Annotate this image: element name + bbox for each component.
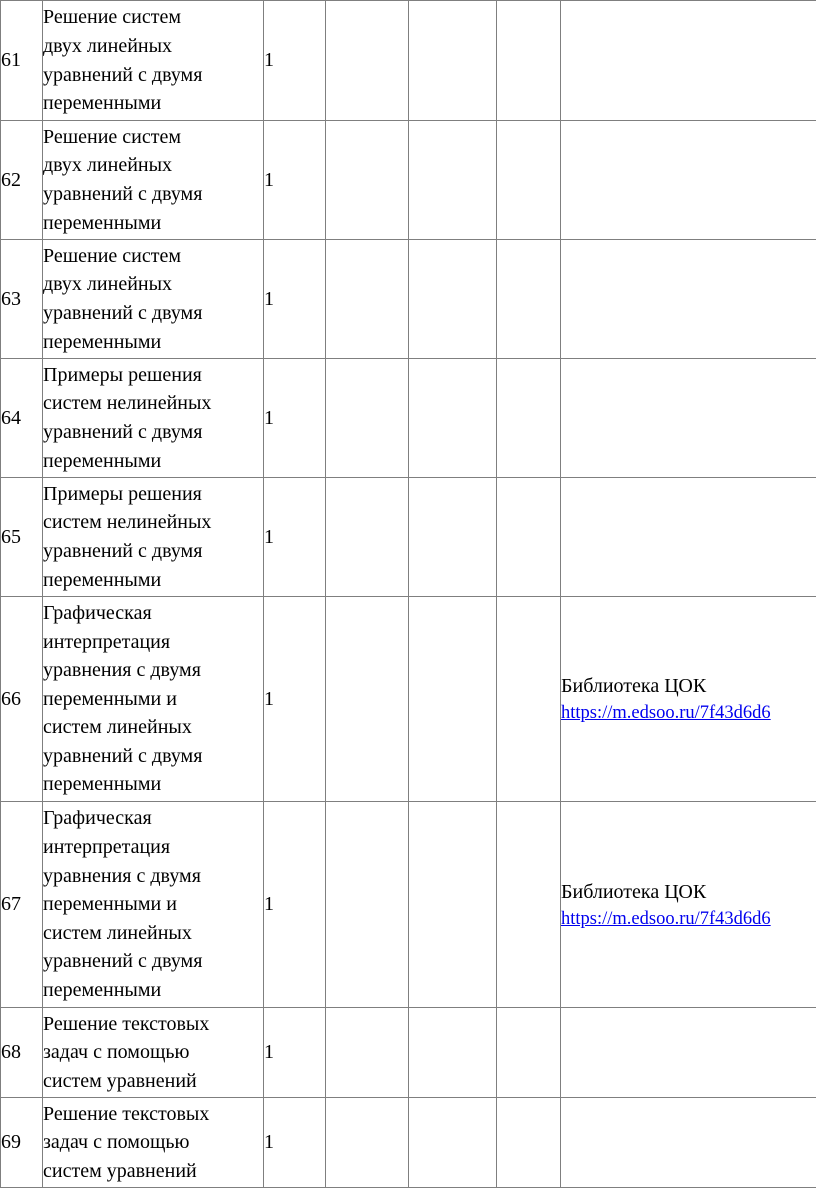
practical-work-cell xyxy=(409,597,497,802)
resource-link[interactable]: https://m.edsoo.ru/7f43d6d6 xyxy=(561,908,771,929)
control-work-cell xyxy=(326,802,409,1008)
digital-resource-cell xyxy=(561,597,816,802)
control-work-cell xyxy=(326,1098,409,1188)
lesson-topic-line: Решение систем xyxy=(43,6,182,29)
lesson-topic-line: Решение текстовых xyxy=(43,1012,210,1035)
lesson-topic-line: уравнений с двумя xyxy=(43,421,203,443)
practical-work-cell xyxy=(409,121,497,240)
digital-resource-cell xyxy=(561,359,816,478)
lesson-topic-line: двух линейных xyxy=(43,273,173,296)
lesson-topic-line: задач с помощью xyxy=(43,1131,190,1154)
control-work-cell xyxy=(326,597,409,802)
lesson-topic-cell xyxy=(43,359,264,478)
lesson-topic-cell xyxy=(43,1,264,121)
lesson-topic-line: уравнений с двумя xyxy=(43,63,203,86)
control-work-cell xyxy=(326,240,409,359)
resource-library-label: Библиотека ЦОК xyxy=(561,880,707,903)
lesson-topic-line: Решение текстовых xyxy=(43,1102,210,1125)
digital-resource-cell xyxy=(561,121,816,240)
study-date-cell xyxy=(497,1008,561,1098)
study-date-cell xyxy=(497,1,561,121)
control-work-cell xyxy=(326,1,409,121)
study-date-cell xyxy=(497,240,561,359)
digital-resource-cell xyxy=(561,240,816,359)
practical-work-cell xyxy=(409,240,497,359)
lesson-topic-line: переменными xyxy=(43,449,162,472)
lesson-topic-line: уравнений с двумя xyxy=(43,950,203,973)
lesson-topic-line: Решение систем xyxy=(43,125,182,148)
study-date-cell xyxy=(497,1098,561,1188)
lesson-topic-line: переменными xyxy=(43,92,162,115)
lesson-hours-cell: 1 xyxy=(264,121,326,240)
digital-resource-cell xyxy=(561,802,816,1008)
lesson-hours-cell: 1 xyxy=(264,1098,326,1188)
control-work-cell xyxy=(326,478,409,597)
lesson-number-cell: 67 xyxy=(1,802,43,1008)
digital-resource-cell xyxy=(561,1098,816,1188)
digital-resource-cell xyxy=(561,1,816,121)
lesson-topic-line: переменными xyxy=(43,330,162,353)
lesson-topic-line: уравнений с двумя xyxy=(43,744,203,767)
lesson-number-cell: 66 xyxy=(1,597,43,802)
lesson-topic-cell xyxy=(43,802,264,1008)
lesson-topic-cell xyxy=(43,240,264,359)
table-row xyxy=(1,1,816,121)
practical-work-cell xyxy=(409,478,497,597)
table-row xyxy=(1,802,816,1008)
table-row xyxy=(1,478,816,597)
digital-resource-cell xyxy=(561,1008,816,1098)
table-row xyxy=(1,359,816,478)
lesson-topic-line: уравнений с двумя xyxy=(43,540,203,562)
lesson-rows xyxy=(1,1,816,1188)
lesson-hours-cell: 1 xyxy=(264,802,326,1008)
resource-library-label: Библиотека ЦОК xyxy=(561,675,707,697)
practical-work-cell xyxy=(409,359,497,478)
control-work-cell xyxy=(326,1008,409,1098)
lesson-topic-line: переменными и xyxy=(43,687,177,710)
study-date-cell xyxy=(497,121,561,240)
lesson-topic-line: переменными xyxy=(43,773,162,796)
control-work-cell xyxy=(326,359,409,478)
lesson-topic-line: Графическая xyxy=(43,807,152,830)
study-date-cell xyxy=(497,478,561,597)
lesson-hours-cell: 1 xyxy=(264,597,326,802)
lesson-topic-cell xyxy=(43,597,264,802)
lesson-topic-line: систем уравнений xyxy=(43,1159,197,1182)
lesson-topic-line: интерпретация xyxy=(43,630,171,653)
practical-work-cell xyxy=(409,1098,497,1188)
study-date-cell xyxy=(497,597,561,802)
lesson-topic-line: Примеры решения xyxy=(43,363,202,386)
study-date-cell xyxy=(497,359,561,478)
lesson-topic-line: уравнения с двумя xyxy=(43,659,201,682)
lesson-topic-line: Решение систем xyxy=(43,244,182,267)
lesson-number-cell: 68 xyxy=(1,1008,43,1098)
table-row xyxy=(1,597,816,802)
lesson-number-cell: 64 xyxy=(1,359,43,478)
practical-work-cell xyxy=(409,1,497,121)
lesson-hours-cell: 1 xyxy=(264,478,326,597)
digital-resource-cell xyxy=(561,478,816,597)
lesson-topic-line: Графическая xyxy=(43,601,152,624)
lesson-hours-cell: 1 xyxy=(264,1,326,121)
control-work-cell xyxy=(326,121,409,240)
lesson-topic-line: интерпретация xyxy=(43,836,171,859)
practical-work-cell xyxy=(409,802,497,1008)
lesson-number-cell: 61 xyxy=(1,1,43,121)
lesson-topic-line: Примеры решения xyxy=(43,482,202,505)
lesson-topic-line: систем нелинейных xyxy=(43,392,212,415)
lesson-topic-cell xyxy=(43,121,264,240)
lesson-number-cell: 65 xyxy=(1,478,43,597)
lesson-topic-line: переменными xyxy=(43,568,162,591)
lesson-hours-cell: 1 xyxy=(264,240,326,359)
lesson-hours-cell: 1 xyxy=(264,1008,326,1098)
lesson-topic-line: двух линейных xyxy=(43,154,173,177)
lesson-topic-line: переменными и xyxy=(43,893,177,916)
table-row xyxy=(1,1098,816,1188)
table-row xyxy=(1,1008,816,1098)
lesson-topic-cell xyxy=(43,1008,264,1098)
lesson-number-cell: 63 xyxy=(1,240,43,359)
lesson-topic-cell xyxy=(43,478,264,597)
lesson-topic-cell xyxy=(43,1098,264,1188)
lesson-topic-line: уравнений с двумя xyxy=(43,183,203,205)
resource-link[interactable]: https://m.edsoo.ru/7f43d6d6 xyxy=(561,703,771,723)
lesson-hours-cell: 1 xyxy=(264,359,326,478)
lesson-topic-line: двух линейных xyxy=(43,34,173,57)
lesson-number-cell: 69 xyxy=(1,1098,43,1188)
lesson-topic-line: переменными xyxy=(43,978,162,1001)
lesson-topic-line: задач с помощью xyxy=(43,1041,190,1064)
table-row xyxy=(1,240,816,359)
lesson-topic-line: систем нелинейных xyxy=(43,511,212,534)
lesson-topic-line: систем линейных xyxy=(43,921,192,944)
lesson-topic-line: переменными xyxy=(43,211,162,234)
lesson-topic-line: уравнения с двумя xyxy=(43,864,201,887)
lesson-topic-line: систем уравнений xyxy=(43,1069,197,1092)
table-row xyxy=(1,121,816,240)
lesson-topic-line: уравнений с двумя xyxy=(43,302,203,324)
lesson-topic-line: систем линейных xyxy=(43,716,192,739)
lesson-number-cell: 62 xyxy=(1,121,43,240)
study-date-cell xyxy=(497,802,561,1008)
practical-work-cell xyxy=(409,1008,497,1098)
